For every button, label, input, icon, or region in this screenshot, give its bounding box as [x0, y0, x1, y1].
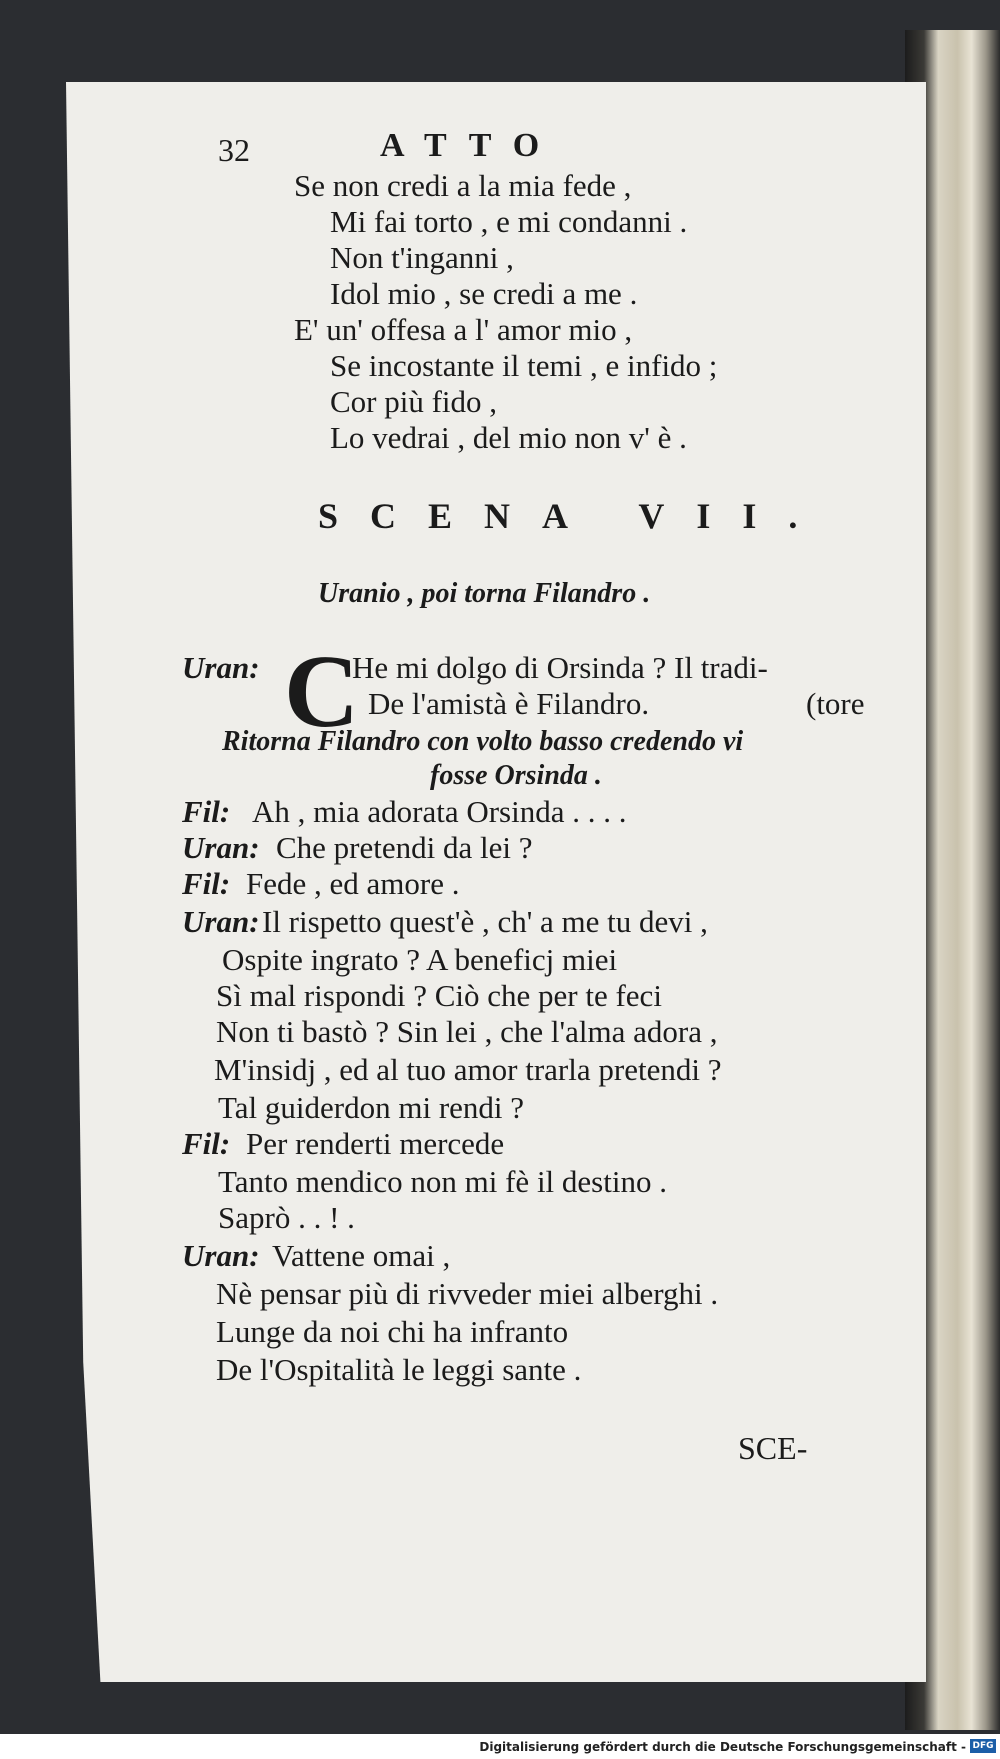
dialogue-line: De l'Ospitalità le leggi sante . — [216, 1352, 582, 1387]
page-number: 32 — [218, 132, 250, 168]
dialogue-line: Non ti bastò ? Sin lei , che l'alma adora , — [216, 1014, 718, 1049]
drop-cap: C — [284, 634, 360, 749]
dialogue-line: Sì mal rispondi ? Ciò che per te feci — [216, 978, 662, 1013]
verse-line: Se non credi a la mia fede , — [294, 168, 632, 203]
verse-line: E' un' offesa a l' amor mio , — [294, 312, 633, 347]
speaker-label: Uran: — [182, 1238, 260, 1273]
turnover-word: (tore — [806, 686, 865, 721]
dfg-logo: DFG — [970, 1739, 996, 1753]
dialogue-line: Nè pensar più di rivveder miei alberghi . — [216, 1276, 719, 1311]
dialogue-line: Ospite ingrato ? A beneficj miei — [222, 942, 618, 977]
dialogue-line: Vattene omai , — [272, 1238, 451, 1273]
stage-direction: Ritorna Filandro con volto basso credendo vi — [222, 726, 744, 757]
scene-heading: SCENA VII. — [318, 496, 830, 536]
speaker-label: Uran: — [182, 904, 260, 939]
verse-line: Non t'inganni , — [330, 240, 514, 275]
verse-line: Cor più fido , — [330, 384, 498, 419]
stage-direction: fosse Orsinda . — [430, 760, 602, 791]
dialogue-line: De l'amistà è Filandro. — [368, 686, 650, 721]
scene-persons: Uranio , poi torna Filandro . — [318, 578, 651, 609]
dialogue-line: Che pretendi da lei ? — [276, 830, 533, 865]
dialogue-line: Il rispetto quest'è , ch' a me tu devi , — [262, 904, 708, 939]
dialogue-line: M'insidj , ed al tuo amor trarla pretendi ? — [214, 1052, 722, 1087]
verse-line: Se incostante il temi , e infido ; — [330, 348, 718, 383]
dialogue-line: Saprò . . ! . — [218, 1200, 355, 1235]
dialogue-line: Tal guiderdon mi rendi ? — [218, 1090, 525, 1125]
catchword: SCE- — [738, 1430, 808, 1466]
running-title: ATTO — [380, 127, 562, 164]
verse-line: Idol mio , se credi a me . — [330, 276, 638, 311]
dialogue-line: Tanto mendico non mi fè il destino . — [218, 1164, 667, 1199]
dialogue-line: He mi dolgo di Orsinda ? Il tradi- — [352, 650, 768, 685]
speaker-label: Fil: — [182, 866, 231, 901]
speaker-label: Uran: — [182, 650, 260, 685]
speaker-label: Uran: — [182, 830, 260, 865]
dialogue-line: Per renderti mercede — [246, 1126, 505, 1161]
speaker-label: Fil: — [182, 1126, 231, 1161]
speaker-label: Fil: — [182, 794, 231, 829]
verse-line: Mi fai torto , e mi condanni . — [330, 204, 688, 239]
verse-line: Lo vedrai , del mio non v' è . — [330, 420, 687, 455]
dialogue-line: Fede , ed amore . — [246, 866, 460, 901]
funding-credit: Digitalisierung gefördert durch die Deutsche Forschungsgemeinschaft - — [479, 1740, 966, 1754]
dialogue-line: Ah , mia adorata Orsinda . . . . — [252, 794, 627, 829]
digitization-footer — [0, 1734, 1000, 1759]
dialogue-line: Lunge da noi chi ha infranto — [216, 1314, 569, 1349]
